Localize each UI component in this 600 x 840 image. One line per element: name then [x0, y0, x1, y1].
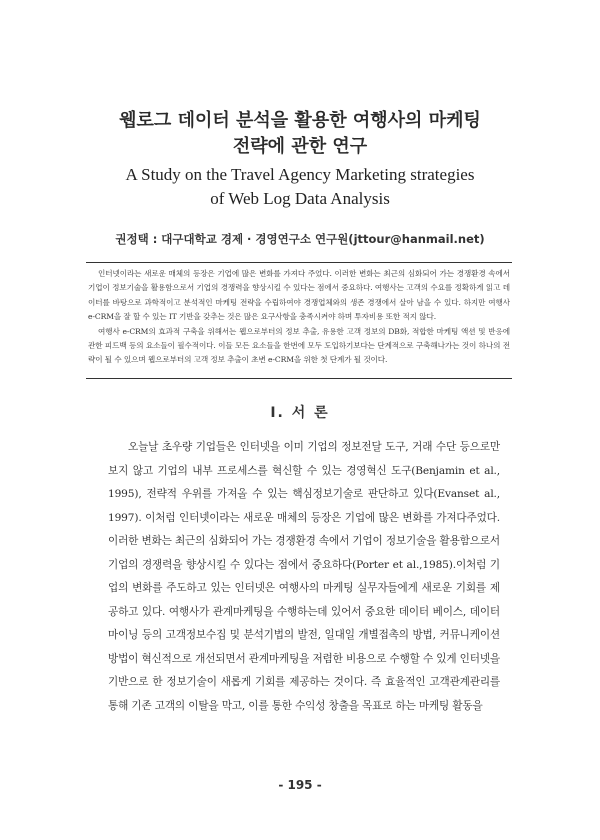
abstract-paragraph-2: 여행사 e-CRM의 효과적 구축을 위해서는 웹으로부터의 정보 추출, 유용한 고객 정보의 DB화, 적합한 마케팅 액션 및 반응에 관한 피드백 등의 요소들이 필수적이다. 이들 모든 요소들을 한번에 모두 도입하기보다는 단계적으로 구축해나가는 것이 하나의 전략이 될 수 있으며 웹으로부터의 고객 정보 추출이 초변 e-CRM을 위한 첫 단계가 될 것이다.	[88, 326, 510, 365]
body-paragraph: 오늘날 초우량 기업들은 인터넷을 이미 기업의 정보전달 도구, 거래 수단 등으로만 보지 않고 기업의 내부 프로세스를 혁신할 수 있는 경영혁신 도구(Benjamin et al., 1995), 전략적 우위를 가져올 수 있는 핵심정보기술로 판단하고 있다(Evanset al., 1997). 이처럼 인터넷이라는 새로운 매체의 등장은 기업에 많은 변화를 가져다주었다. 이러한 변화는 최근의 심화되어 가는 경쟁환경 속에서 기업이 정보기술을 활용함으로서 기업의 경쟁력을 향상시킬 수 있다는 점에서 중요하다(Porter et al.,1985).이처럼 기업의 변화를 주도하고 있는 인터넷은 여행사의 마케팅 실무자들에게 새로운 기회를 제공하고 있다. 여행사가 관계마케팅을 수행하는데 있어서 중요한 데이터 베이스, 데이터 마이닝 등의 고객정보수집 및 분석기법의 발전, 일대일 개별접촉의 방법, 커뮤니케이션 방법이 혁신적으로 개선되면서 관계마케팅을 저렴한 비용으로 수행할 수 있게 인터넷을 기반으로 한 정보기술이 새롭게 기회를 제공하는 것이다. 즉 효율적인 고객관계관리를 통해 기존 고객의 이탈을 막고, 이를 통한 수익성 창출을 목표로 하는 마케팅 활동을	[108, 441, 500, 712]
page-number: - 195 -	[278, 778, 322, 792]
abstract-paragraph-1: 인터넷이라는 새로운 매체의 등장은 기업에 많은 변화를 가져다 주었다. 이러한 변화는 최근의 심화되어 가는 경쟁환경 속에서 기업이 정보기술을 활용함으로서 기업의 경쟁력을 향상시킬 수 있다는 점에서 중요하다. 여행사는 고객의 수요를 정확하게 읽고 데이터를 바탕으로 과학적이고 분석적인 마케팅 전략을 수립하여야 경쟁업체와의 생존 경쟁에서 살아 남을 수 있다. 하지만 여행사 e-CRM을 잘 할 수 있는 IT 기반을 갖추는 것은 많은 요구사항을 충족시켜야 하며 투자비용 또한 적지 않다.	[88, 269, 510, 322]
body-text	[108, 436, 500, 718]
title-english-line-1: A Study on the Travel Agency Marketing strategies	[125, 165, 475, 184]
title-english-line-2: of Web Log Data Analysis	[210, 189, 390, 208]
abstract	[86, 262, 512, 379]
title-korean-line-1: 웹로그 데이터 분석을 활용한 여행사의 마케팅	[119, 110, 481, 131]
author-affiliation: 권정택 : 대구대학교 경제 · 경영연구소 연구원(jttour@hanmail.net)	[115, 232, 485, 246]
section-heading-introduction: Ⅰ. 서 론	[270, 405, 330, 421]
title-korean-line-2: 전략에 관한 연구	[232, 136, 368, 157]
